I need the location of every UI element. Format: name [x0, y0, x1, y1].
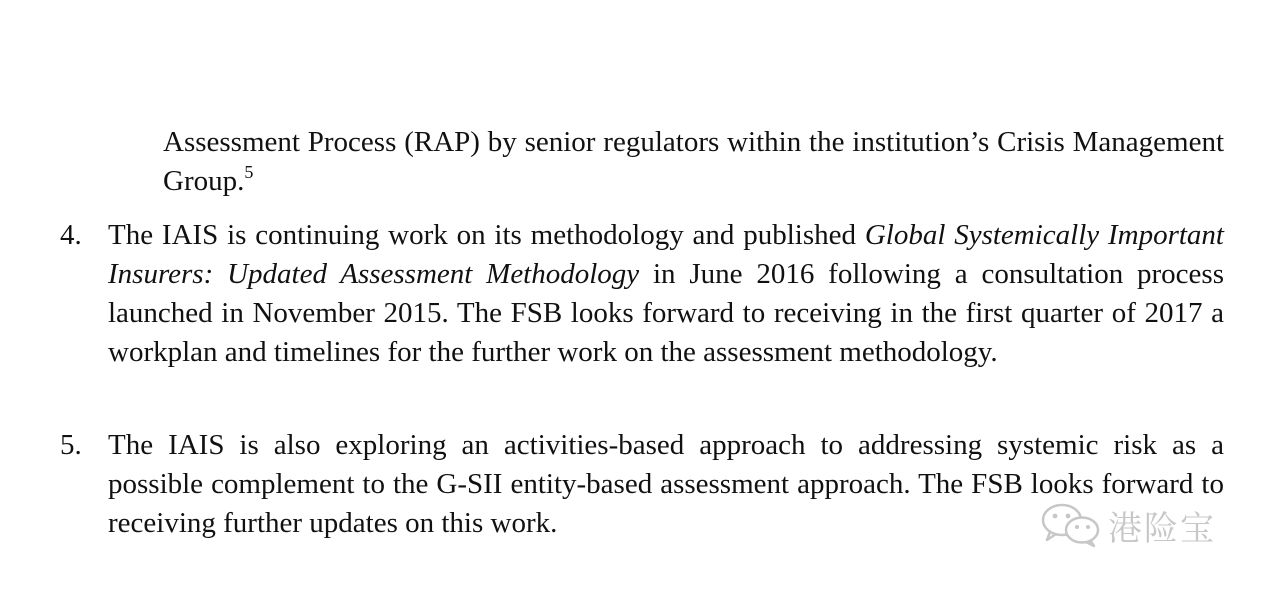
item-number: 5. [60, 429, 82, 461]
item-number: 4. [60, 219, 82, 251]
paragraph-continuation [163, 123, 1224, 201]
item-text-before: The IAIS is continuing work on its methodology and published [108, 219, 865, 251]
item-paragraph [108, 216, 1224, 372]
item-paragraph: The IAIS is also exploring an activities-based approach to addressing systemic risk as a possible complement to the G-SII entity-based assessment approach. The FSB looks forward to receiving further updates on this work. [108, 429, 1224, 539]
watermark [1040, 500, 1240, 550]
wechat-icon [1040, 502, 1102, 548]
watermark-text: 港险宝 [1108, 508, 1216, 549]
publication-title: Global Systemically Important Insurers: Updated Assessment Methodology [108, 219, 1224, 290]
footnote-reference[interactable]: 5 [244, 162, 254, 182]
item-text-after: in June 2016 following a consultation process launched in November 2015. The FSB looks forward to receiving in the first quarter of 2017 a workplan and timelines for the further work on the assessment methodology. [108, 258, 1224, 368]
paragraph-continuation-text: Assessment Process (RAP) by senior regulators within the institution’s Crisis Management Group. [163, 126, 1224, 197]
